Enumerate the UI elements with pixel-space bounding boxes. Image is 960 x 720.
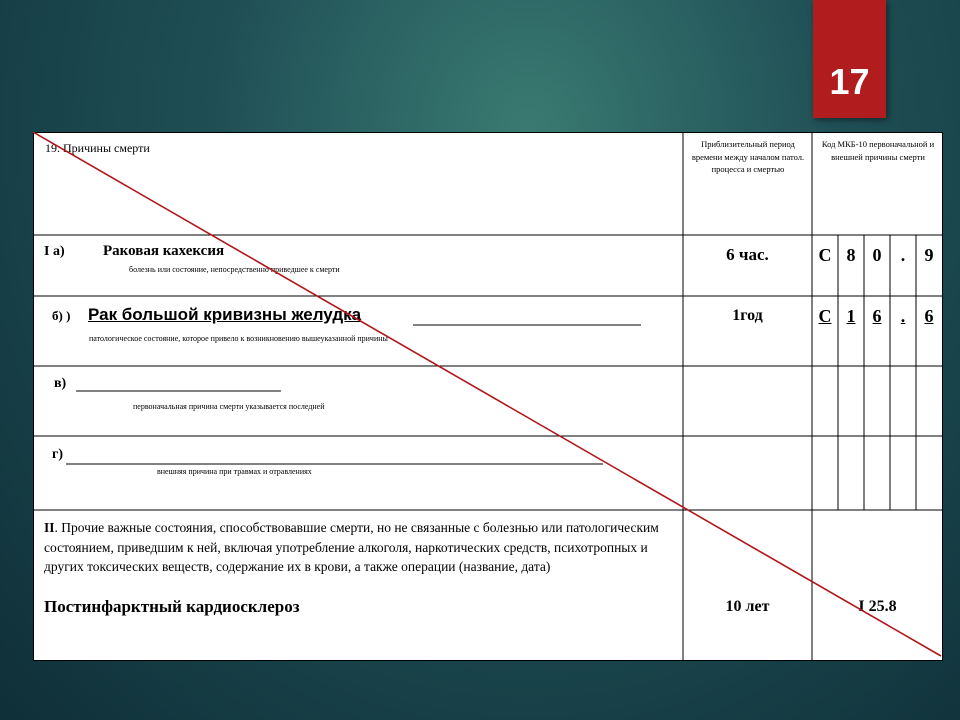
row-b-code-1: C xyxy=(818,306,832,326)
row-a-prefix: I а) xyxy=(44,244,65,259)
row-d-hint: внешняя причина при травмах и отравлениях xyxy=(157,467,312,476)
section-2-period: 10 лет xyxy=(725,598,770,615)
row-a-period: 6 час. xyxy=(726,245,769,264)
row-a-code-3: 0 xyxy=(872,245,882,265)
row-b-period: 1год xyxy=(732,307,763,324)
section-2-text: . Прочие важные состояния, способствовавшие смерти, но не связанные с болезнью или патологическим состоянием, приведшим к ней, включая употребление алкоголя, наркотических средств, психотропных и других токсических веществ, содержание их в крови, а также операции (название, дата) xyxy=(44,520,659,574)
section-2-roman: II xyxy=(44,520,55,535)
row-b-prefix: б) ) xyxy=(52,308,71,323)
row-b-code-4: . xyxy=(900,306,906,326)
causes-of-death-label: 19. Причины смерти xyxy=(45,141,150,155)
section-2-diagnosis: Постинфарктный кардиосклероз xyxy=(44,597,300,616)
row-b-code-3: 6 xyxy=(872,306,882,326)
slide-number: 17 xyxy=(829,61,870,102)
row-a-code-2: 8 xyxy=(846,245,856,265)
row-b-hint: патологическое состояние, которое привело к возникновению вышеуказанной причины xyxy=(89,334,388,343)
row-c-hint: первоначальная причина смерти указывается последней xyxy=(133,402,325,411)
row-d-prefix: г) xyxy=(52,447,64,462)
row-b-code-5: 6 xyxy=(924,306,934,326)
row-b-code-2: 1 xyxy=(846,306,856,326)
death-certificate-form xyxy=(33,132,943,661)
strike-through-line xyxy=(33,132,943,661)
period-column-header: Приблизительный период времени между началом патол. процесса и смертью xyxy=(691,139,805,175)
row-a-code-5: 9 xyxy=(924,245,934,265)
row-a-hint: болезнь или состояние, непосредственно приведшее к смерти xyxy=(129,265,340,274)
row-a-diagnosis: Раковая кахексия xyxy=(103,243,225,259)
slide-number-badge xyxy=(813,0,886,118)
row-b-diagnosis: Рак большой кривизны желудка xyxy=(88,305,362,324)
row-a-code-1: C xyxy=(818,245,832,265)
row-a-code-4: . xyxy=(900,245,906,265)
section-2-code: I 25.8 xyxy=(858,598,897,615)
row-c-prefix: в) xyxy=(54,376,67,391)
icd-code-column-header: Код МКБ-10 первоначальной и внешней причины смерти xyxy=(821,139,935,162)
